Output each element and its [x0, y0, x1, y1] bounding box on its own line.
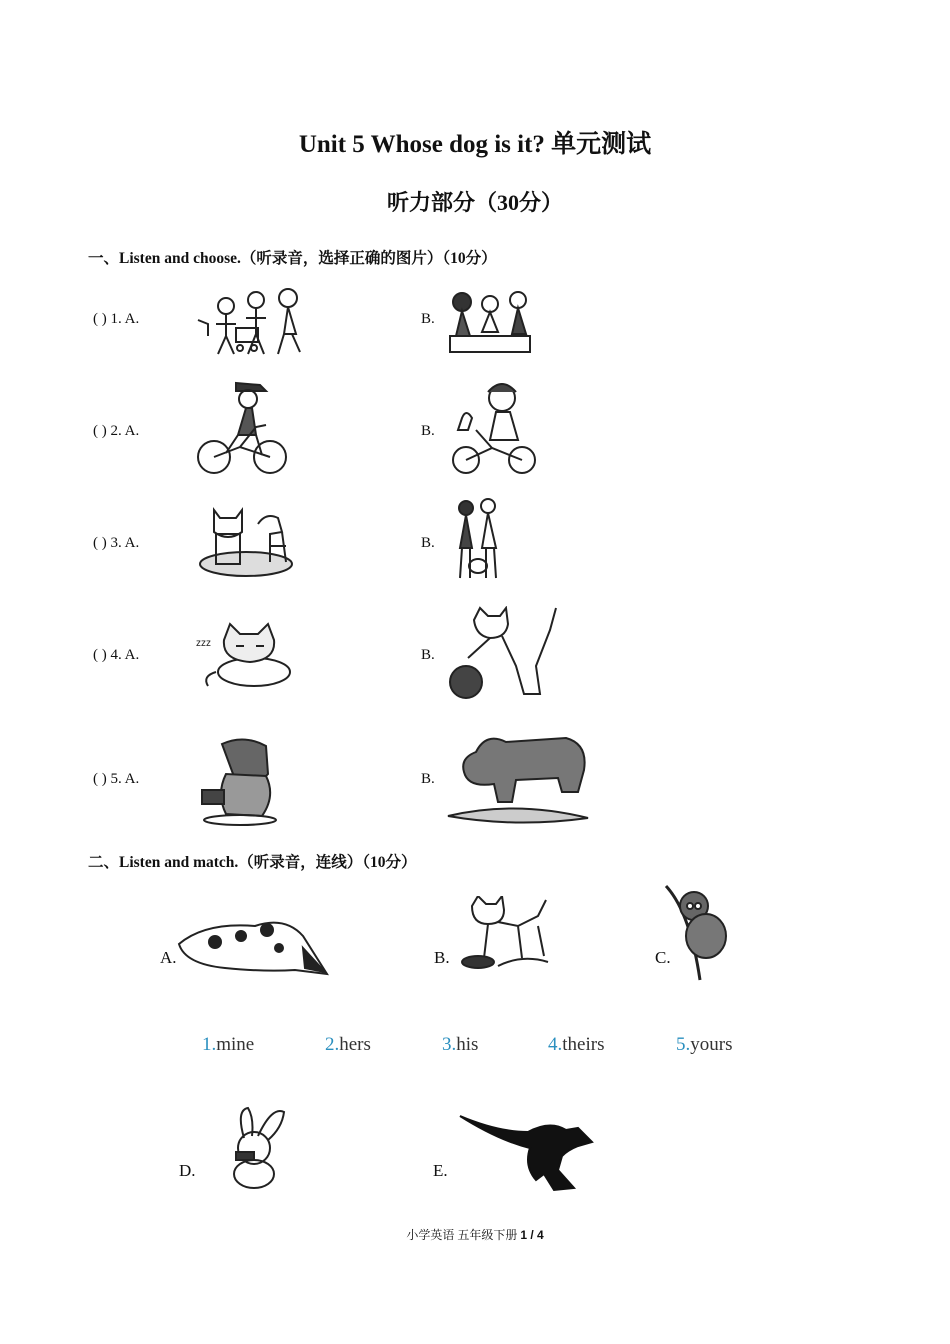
question-row-3: [0, 494, 950, 594]
picture-label-e: E.: [433, 1161, 448, 1180]
option-b-label: B.: [421, 771, 435, 787]
match-word-1: [202, 1034, 254, 1056]
svg-text:zzz: zzz: [196, 638, 211, 649]
word-number: 2.: [325, 1034, 340, 1055]
kangaroo-icon: [458, 1110, 594, 1194]
question-prefix: ( ) 2. A.: [93, 423, 140, 439]
option-b-label: B.: [421, 423, 435, 439]
people-at-table-icon: [446, 286, 534, 356]
question-prefix: ( ) 5. A.: [93, 771, 140, 787]
word-number: 3.: [442, 1034, 457, 1055]
hippo-drinking-icon: [446, 728, 592, 826]
picture-label-a: A.: [160, 948, 177, 967]
monkey-climbing-icon: [660, 882, 730, 982]
boy-riding-bike-icon: [196, 377, 288, 477]
girl-riding-bike-icon: [446, 378, 538, 478]
question-row-2: [0, 374, 950, 474]
question-row-1: [0, 280, 950, 380]
section2-heading: 二、Listen and match.（听录音，连线）（10分）: [88, 854, 417, 871]
question-row-4: [0, 604, 950, 704]
word-number: 5.: [676, 1034, 691, 1055]
page-footer: [0, 1226, 950, 1243]
match-word-3: [442, 1034, 478, 1056]
word-text: hers: [339, 1034, 371, 1055]
question-prefix: ( ) 1. A.: [93, 311, 140, 327]
page-title: Unit 5 Whose dog is it? 单元测试: [298, 131, 652, 158]
word-number: 1.: [202, 1034, 217, 1055]
cat-eating-icon: [458, 896, 552, 984]
match-word-2: [325, 1034, 371, 1056]
question-prefix: ( ) 4. A.: [93, 647, 140, 663]
match-word-5: [676, 1034, 732, 1056]
word-text: mine: [216, 1034, 255, 1055]
picture-label-d: D.: [179, 1161, 196, 1180]
word-text: yours: [690, 1034, 733, 1055]
option-b-label: B.: [421, 647, 435, 663]
footer-text: 小学英语 五年级下册: [406, 1228, 521, 1242]
match-word-4: [548, 1034, 604, 1056]
word-number: 4.: [548, 1034, 563, 1055]
section-subtitle: 听力部分（30分）: [386, 190, 563, 215]
cat-and-dog-icon: [196, 502, 296, 580]
hippo-cartoon-icon: [196, 734, 280, 826]
option-b-label: B.: [421, 311, 435, 327]
question-prefix: ( ) 3. A.: [93, 535, 140, 551]
sleeping-cat-icon: [196, 616, 292, 690]
family-walking-icon: [196, 284, 308, 360]
picture-label-c: C.: [655, 948, 671, 967]
question-row-5: [0, 728, 950, 828]
page-number: 1 / 4: [520, 1228, 544, 1242]
section1-heading: 一、Listen and choose.（听录音，选择正确的图片）（10分）: [88, 250, 497, 267]
girls-with-puppy-icon: [446, 496, 510, 586]
word-text: theirs: [562, 1034, 605, 1055]
word-text: his: [456, 1034, 479, 1055]
sleeping-dog-icon: [175, 908, 329, 978]
cat-with-ball-icon: [446, 606, 562, 702]
rabbit-eating-icon: [212, 1106, 292, 1190]
option-b-label: B.: [421, 535, 435, 551]
picture-label-b: B.: [434, 948, 450, 967]
